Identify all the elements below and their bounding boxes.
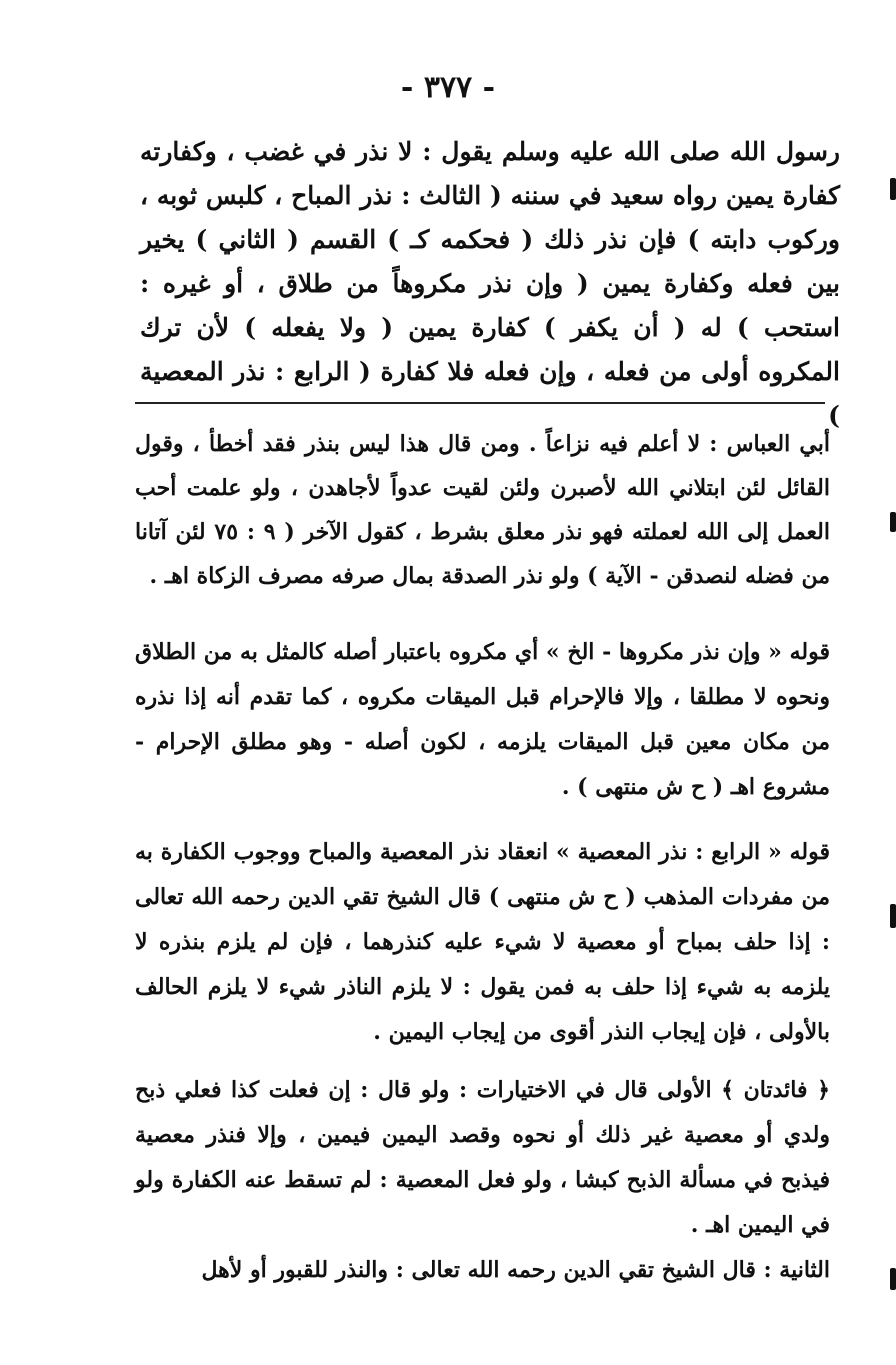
note-paragraph: قوله « الرابع : نذر المعصية » انعقاد نذر المعصية والمباح ووجوب الكفارة به من مفردات المذهب ( ح ش منتهى ) قال الشيخ تقي الدين رحمه الله تعالى : إذا حلف بمباح أو معصية لا شيء عليه كنذرهما ، فإن لم يلزم بنذره لا يلزمه به شيء إذا حلف به فمن يقول : لا يلزم الناذر شيء لا يلزم الحالف بالأولى ، فإن إيجاب النذر أقوى من إيجاب اليمين . bbox=[135, 839, 830, 1045]
main-text: رسول الله صلى الله عليه وسلم يقول : لا نذر في غضب ، وكفارته كفارة يمين رواه سعيد في سننه ( الثالث : نذر المباح ، كلبس ثوبه ، وركوب دابته ) فإن نذر ذلك ( فحكمه كـ ) القسم ( الثاني ) يخير بين فعله وكفارة يمين ( وإن نذر مكروهاً من طلاق ، أو غيره : استحب ) له ( أن يكفر ) كفارة يمين ( ولا يفعله ) لأن ترك المكروه أولى من فعله ، وإن فعله فلا كفارة ( الرابع : نذر المعصية ) bbox=[140, 137, 840, 430]
note-paragraph: ﴿ فائدتان ﴾ الأولى قال في الاختيارات : ولو قال : إن فعلت كذا فعلي ذبح ولدي أو معصية غير ذلك أو نحوه وقصد اليمين فيمين ، وإلا فنذر معصية فيذبح في مسألة الذبح كبشا ، ولو فعل المعصية : لم تسقط عنه الكفارة ولو في اليمين اهـ . bbox=[135, 1077, 830, 1238]
margin-binding-mark bbox=[890, 512, 896, 532]
margin-binding-mark bbox=[890, 178, 896, 200]
margin-binding-mark bbox=[890, 1268, 896, 1290]
margin-binding-mark bbox=[890, 904, 896, 928]
page-number: - ٣٧٧ - bbox=[400, 70, 496, 105]
note-paragraph: قوله « وإن نذر مكروها - الخ » أي مكروه باعتبار أصله كالمثل به من الطلاق ونحوه لا مطلقا ، وإلا فالإحرام قبل الميقات مكروه ، كما تقدم أنه إذا نذره من مكان معين قبل الميقات يلزمه ، لكون أصله - وهو مطلق الإحرام - مشروع اهـ ( ح ش منتهى ) . bbox=[135, 639, 830, 800]
note-paragraph: أبي العباس : لا أعلم فيه نزاعاً . ومن قال هذا ليس بنذر فقد أخطأ ، وقول القائل لئن ابتلاني الله لأصبرن ولئن لقيت عدواً لأجاهدن ، ولو علمت أحب العمل إلى الله لعملته فهو نذر معلق بشرط ، كقول الآخر ( ٩ : ٧٥ لئن آتانا من فضله لنصدقن - الآية ) ولو نذر الصدقة بمال صرفه مصرف الزكاة اهـ . bbox=[135, 431, 830, 589]
note-paragraph: الثانية : قال الشيخ تقي الدين رحمه الله تعالى : والنذر للقبور أو لأهل bbox=[201, 1257, 830, 1283]
footnote-divider bbox=[135, 402, 825, 404]
